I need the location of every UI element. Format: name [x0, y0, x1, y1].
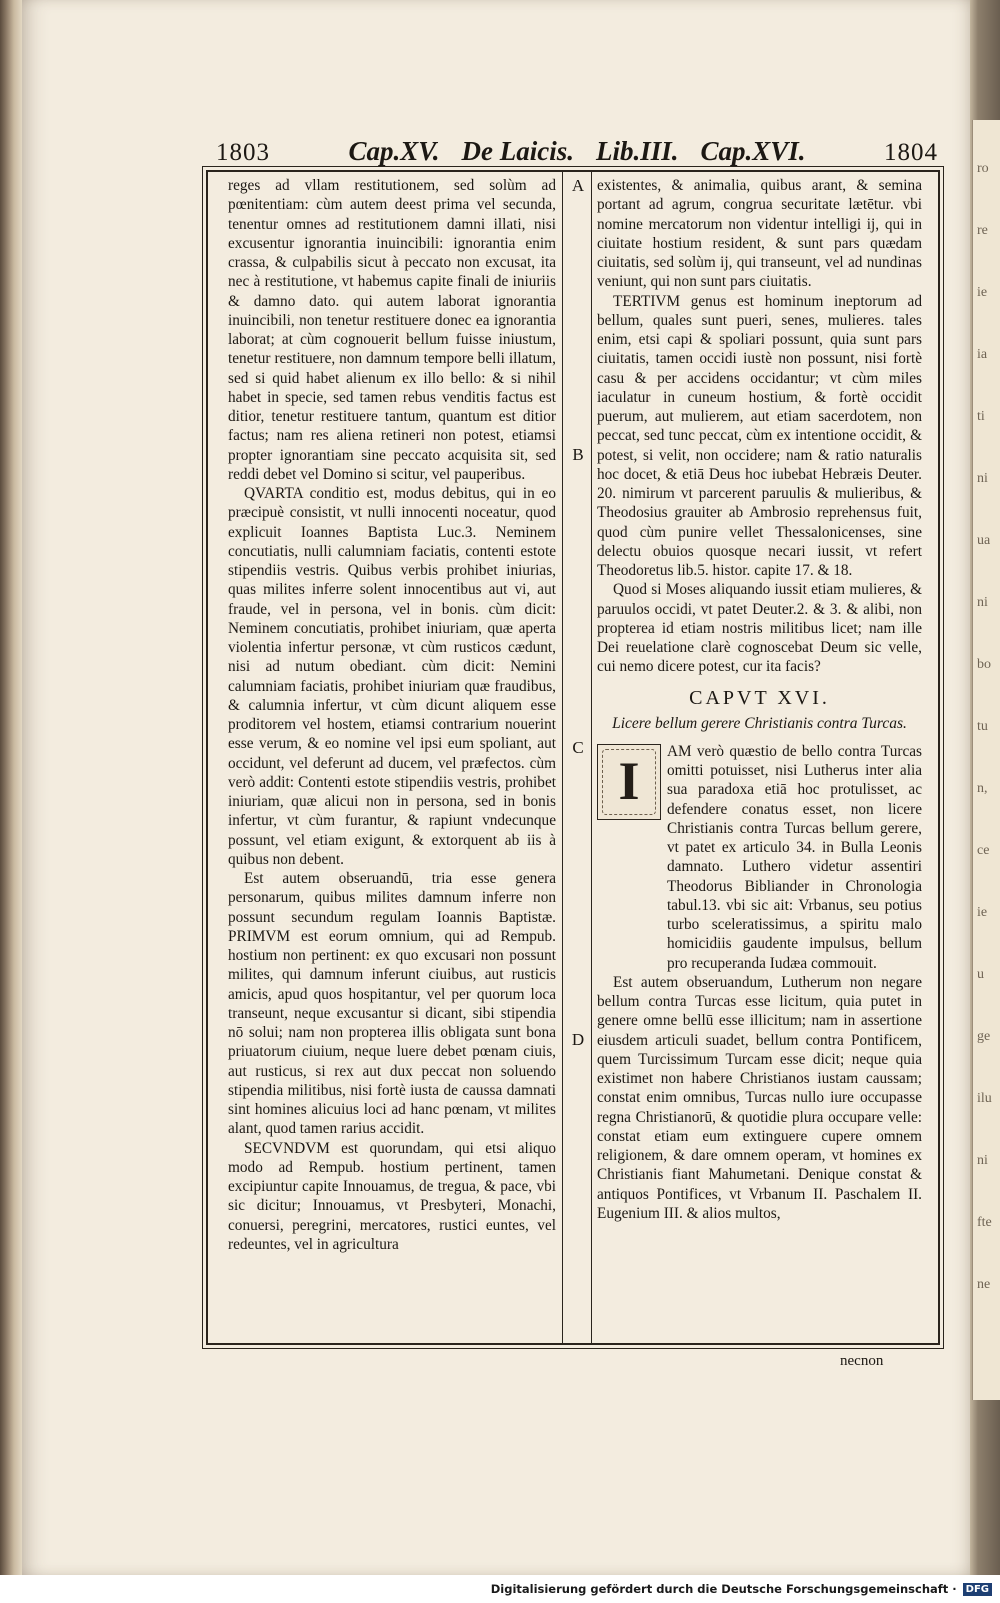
footer-text: Digitalisierung gefördert durch die Deutsche Forschungsgemeinschaft · — [490, 1582, 957, 1596]
next-page-fragment: ge — [977, 1029, 991, 1044]
chapter-paragraph-2: Est autem obseruandum, Lutherum non negare bellum contra Turcas esse licitum, quia putet in genere omne bellū esse illicitum; nam in assertione eiusdem articuli suadet, bellum contra Pontificem, quem Turcissimum Turcam esse dicit; neque quia existimet non habere Christianos iustam caussam; constat enim omnibus, Turcas nullo iure occupasse regna Christianorū, & quotidie plura occupare velle: constat etiam eum extinguere cupere omnem religionem, & dare omnem operam, vt homines ex Christianis fiant Mahumetani. Denique constat & antiquos Pontifices, vt Vrbanum II. Paschalem II. Eugenium III. & alios multos, — [597, 973, 922, 1222]
folio-left: 1803 — [216, 139, 270, 166]
left-paragraph-3: Est autem obseruandū, tria esse genera personarum, quibus milites damnum inferre non possunt secundum regulam Ioannis Baptistæ. PRIMVM est eorum omnium, qui ad Rempub. hostium non pertinent: ex quo excusari non possunt milites, qui damnum inferunt ciuibus, aut rusticis amicis, apud quos hospitantur, vel per quorum loca transeunt, neque excusantur si dicant, sibi stipendia nō solui; nam non propterea illis obligata sunt bona priuatorum ciuium, neque luere debet pœnam ciuis, aut rusticus, si rex aut dux peccat non soluendo stipendia militibus, nisi fortè iusta de caussa damnati sint homines alicuius loci ad hanc pœnam, vt milites alant, quod tamen rarius accidit. — [228, 870, 556, 1138]
right-paragraph-2: TERTIVM genus est hominum ineptorum ad bellum, quales sunt pueri, senes, mulieres. tales enim, etsi capi & spoliari possunt, quia sunt pars ciuitatis, tamen occidi iustè non possunt, nisi fortè casu & per accidens occidantur; vt cùm miles iaculatur in cuneum hostium, & fortè occidit puerum, aut mulierem, aut etiam sacerdotem, non peccat, sed tunc peccat, cùm ex intentione occidit, & potest, si velit, non occidere; nam & ratio naturalis hoc docet, & etiā Deus hoc iubebat Hebræis Deuter. 20. nimirum vt parcerent paruulis & mulieribus, & Theodosius grauiter ab Ambrosio reprehensus fuit, quod cùm punire vellet Thessalonicenses, sine delectu obuios quosque necari iussit, vt refert Theodoretus lib.5. histor. capite 17. & 18. — [597, 292, 922, 579]
next-page-fragment: ia — [977, 347, 988, 362]
next-page-fragment: re — [977, 223, 988, 238]
next-page-fragment: ti — [977, 409, 985, 424]
opening-block — [597, 742, 922, 973]
next-page-fragment: ie — [977, 285, 988, 300]
title-left: De Laicis. — [461, 136, 574, 166]
chapter-left: Cap.XV. — [348, 136, 440, 166]
next-page-fragment: ni — [977, 471, 988, 486]
book-number: Lib.III. — [595, 136, 679, 166]
right-column — [597, 176, 922, 1223]
marker-b: B — [572, 445, 584, 464]
next-page-fragment: ce — [977, 843, 990, 858]
running-head — [216, 136, 938, 170]
next-page-fragment: ne — [977, 1277, 991, 1292]
dfg-logo: DFG — [963, 1583, 992, 1596]
initial-letter: I — [618, 751, 640, 812]
left-paragraph-1: reges ad vllam restitutionem, sed solùm ad pœnitentiam: cùm autem deest prima vel secunda, tenentur omnes ad restitutionem damni illati, nisi excusentur ignorantia inuincibili: ignorantia enim crassa, & culpabilis sicut à peccato non excusat, ita nec à restitutione, vt habemus capite finali de iniuriis & damno dato. qui autem laborat ignorantia inuincibili, non tenetur restituere donec ea ignorantia laborat; at cùm cognouerit bellum fuisse iniustum, tenetur restituere, non damnum tempore belli illatum, sed si quid habet alienum ex illo bello: & si nihil habet in specie, sed tamen rebus venditis factus est ditior, tenetur restituere tantum, quantum est ditior factus; nam res aliena retineri non potest, etiamsi propter ignorantiam sine peccato acquisita sit, sed reddi debet vel Domino si scitur, vel pauperibus. — [228, 177, 556, 483]
left-column — [228, 176, 556, 1254]
marker-a: A — [571, 176, 585, 195]
chapter-heading: CAPVT XVI. — [689, 686, 830, 709]
left-paragraph-4: SECVNDVM est quorundam, qui etsi aliquo modo ad Rempub. hostium pertinent, tamen excipiuntur capite Innouamus, de tregua, & pace, vbi sic dicitur; Innouamus, vt Presbyteri, Monachi, conuersi, peregrini, mercatores, rustici euntes, vel redeuntes, vel in agricultura — [228, 1139, 556, 1253]
right-paragraph-3: Quod si Moses aliquando iussit etiam mulieres, & paruulos occidi, vt patet Deuter.2. & 3. & alibi, non propterea id etiam nostris militibus licet; nam ille Dei reuelatione clarè cognoscebat Deum sic velle, cui nemo dicere potest, cur ita facis? — [597, 581, 922, 676]
next-page-fragment: ilu — [977, 1091, 992, 1106]
next-page-fragment: ro — [977, 161, 989, 176]
next-page-edge — [972, 120, 1000, 1400]
right-paragraph-1: existentes, & animalia, quibus arant, & semina portant ad agrum, congrua securitate lætētur. vbi nomine mercatorum non videntur intelligi ij, qui in ciuitate hostium resident, & sunt pars quædam ciuitatis, sed solùm ij, qui transeunt, vel ad nundinas veniunt, qui non sunt pars ciuitatis. — [597, 177, 922, 291]
running-title — [348, 136, 805, 167]
chapter-subtitle: Licere bellum gerere Christianis contra Turcas. — [612, 714, 907, 732]
next-page-fragment: ie — [977, 905, 988, 920]
chapter-right: Cap.XVI. — [700, 136, 806, 166]
chapter-paragraph-1: AM verò quæstio de bello contra Turcas omitti potuisset, nisi Lutherus inter alia sua paradoxa etiā hoc protulisset, ac defendere conatus esset, non licere Christianis contra Turcas bellum gerere, vt patet ex articulo 34. in Bulla Leonis damnato. Luthero videtur assentiri Theodorus Bibliander in Chronologia tabul.13. vbi sic ait: Vrbanus, seu potius turbo sceleratissimus, a spiritu malo homicidiis gaudente impulsus, bellum pro recuperanda Iudæa commouit. — [667, 742, 922, 972]
next-page-fragment: fte — [977, 1215, 992, 1230]
marker-d: D — [571, 1030, 585, 1049]
catchword: necnon — [840, 1353, 884, 1369]
decorated-initial — [597, 744, 661, 820]
next-page-fragment: n, — [977, 781, 988, 796]
next-page-fragment: u — [977, 967, 984, 982]
next-page-fragment: ua — [977, 533, 991, 548]
next-page-fragment: ni — [977, 595, 988, 610]
next-page-fragment: ni — [977, 1153, 988, 1168]
next-page-fragment: tu — [977, 719, 988, 734]
marker-c: C — [572, 738, 584, 757]
folio-right: 1804 — [883, 139, 938, 166]
left-paragraph-2: QVARTA conditio est, modus debitus, qui in eo præcipuè consistit, vt nulli innocenti noceatur, quod explicuit Ioannes Baptista Luc.3. Neminem concutiatis, nulli calumniam faciatis, contenti estote stipendiis vestris. Quibus verbis prohibet iniurias, quas milites inferre solent innocentibus aut vi, aut fraude, vel in persona, vel in bonis. cùm dicit: Neminem concutiatis, prohibet iniuriam, quæ aperta violentia infertur personæ, vt cùm rusticos cædunt, nisi ad nutum obediant. cùm dicit: Nemini calumniam faciatis, prohibet iniuriam quæ fraudibus, & calumnia infertur, vt cùm dicunt aliquem esse proditorem vel hostem, etiamsi contrarium nouerint esse verum, & eo nomine vel ipsi eum spoliant, aut occidunt, vel deferunt ad ducem, vel præfectos. cùm verò addit: Contenti estote stipendiis vestris, prohibet iniuriam, quæ alicui non in persona, sed in bonis infertur, vt cùm furantur, & rapiunt vndecunque possunt, vel etiam exigunt, & extorquent ab iis à quibus non debent. — [228, 485, 556, 868]
digitization-footer — [0, 1575, 1000, 1603]
next-page-fragment: bo — [977, 657, 991, 672]
